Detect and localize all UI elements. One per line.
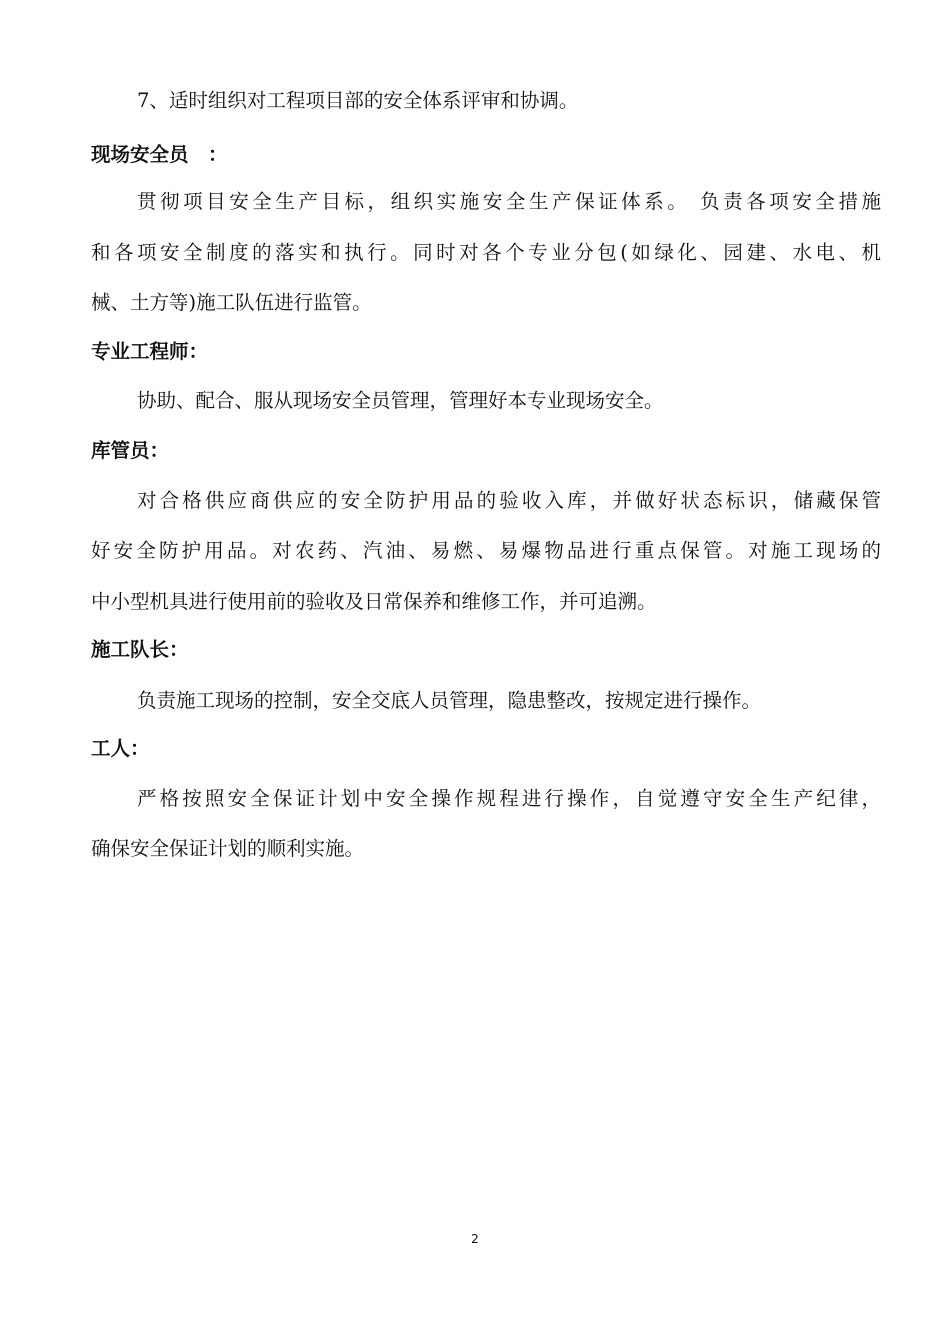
paragraph-line: 负责施工现场的控制，安全交底人员管理，隐患整改，按规定进行操作。: [137, 689, 762, 712]
section-heading-warehouse-keeper: 库管员：: [91, 439, 170, 462]
paragraph-line: 协助、配合、服从现场安全员管理，管理好本专业现场安全。: [137, 389, 664, 412]
paragraph-line: 好安全防护用品。对农药、汽油、易燃、易爆物品进行重点保管。对施工现场的: [91, 539, 881, 562]
paragraph-line: 和各项安全制度的落实和执行。同时对各个专业分包(如绿化、园建、水电、机: [91, 241, 881, 264]
paragraph-line: 严格按照安全保证计划中安全操作规程进行操作，自觉遵守安全生产纪律，: [137, 787, 881, 810]
section-heading-specialist-engineer: 专业工程师：: [91, 340, 209, 363]
section-heading-site-safety-officer: 现场安全员 ：: [91, 143, 228, 166]
intro-paragraph: 7、适时组织对工程项目部的安全体系评审和协调。: [137, 89, 579, 112]
paragraph-line: 确保安全保证计划的顺利实施。: [91, 837, 365, 860]
section-heading-workers: 工人：: [91, 737, 150, 760]
section-heading-construction-team-leader: 施工队长：: [91, 638, 189, 661]
page-number: 2: [471, 1232, 479, 1246]
paragraph-line: 中小型机具进行使用前的验收及日常保养和维修工作，并可追溯。: [91, 590, 657, 613]
paragraph-line: 械、土方等)施工队伍进行监管。: [91, 291, 372, 314]
paragraph-line: 贯彻项目安全生产目标，组织实施安全生产保证体系。 负责各项安全措施: [137, 190, 881, 213]
paragraph-line: 对合格供应商供应的安全防护用品的验收入库，并做好状态标识，储藏保管: [137, 489, 881, 512]
